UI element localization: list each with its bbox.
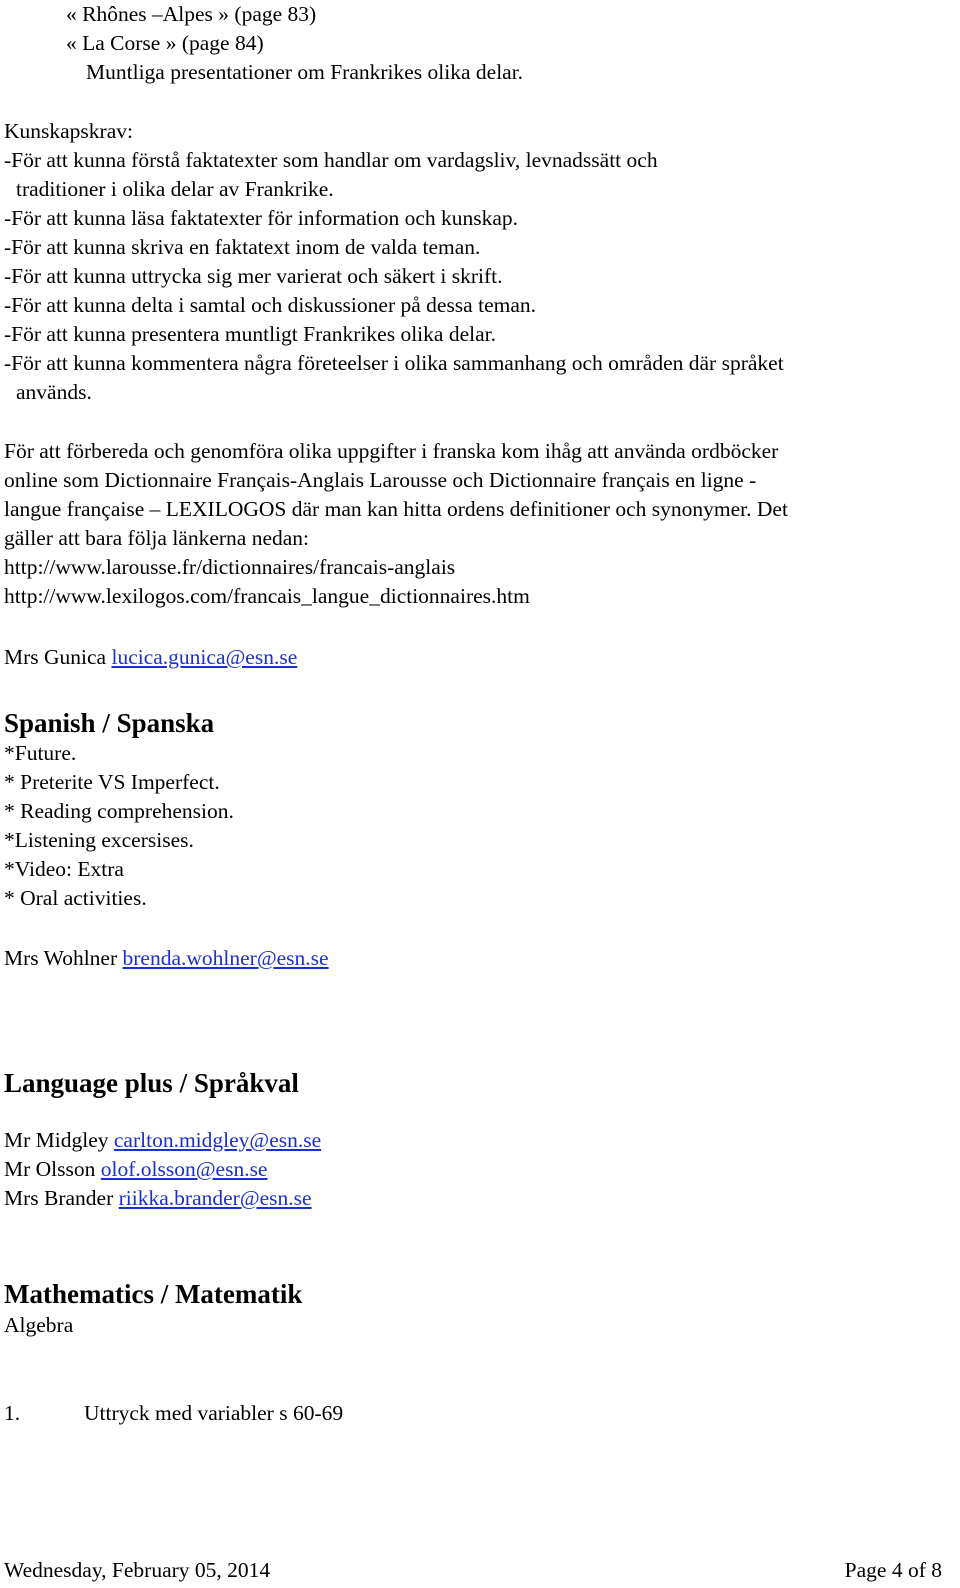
teacher-name: Mr Midgley (4, 1128, 114, 1152)
dictionary-paragraph-line-4: gäller att bara följa länkerna nedan: (4, 526, 310, 550)
lexilogos-url: http://www.lexilogos.com/francais_langue_dictionnaires.htm (4, 584, 530, 608)
footer-page-number: Page 4 of 8 (844, 1558, 942, 1582)
french-teacher-email-link[interactable]: lucica.gunica@esn.se (111, 645, 298, 669)
dictionary-paragraph-line-2: online som Dictionnaire Français-Anglais Larousse och Dictionnaire français en ligne - (4, 468, 757, 492)
language-plus-teacher-midgley (4, 1126, 321, 1154)
teacher-email-link[interactable]: olof.olsson@esn.se (100, 1157, 268, 1181)
spanish-teacher-email-link[interactable]: brenda.wohlner@esn.se (122, 946, 329, 970)
teacher-name: Mr Olsson (4, 1157, 101, 1181)
requirement-7-continued: används. (16, 380, 92, 404)
math-subheading: Algebra (4, 1313, 74, 1337)
language-plus-teacher-olsson (4, 1155, 267, 1183)
spanish-item-future: *Future. (4, 741, 77, 765)
topic-corse: « La Corse » (page 84) (66, 31, 264, 55)
spanish-teacher-contact (4, 944, 329, 972)
spanish-heading: Spanish / Spanska (4, 708, 215, 738)
teacher-email-link[interactable]: riikka.brander@esn.se (118, 1186, 312, 1210)
oral-presentation-line: Muntliga presentationer om Frankrikes olika delar. (86, 60, 524, 84)
requirement-6: -För att kunna presentera muntligt Frankrikes olika delar. (4, 322, 496, 346)
topic-rhone: « Rhônes –Alpes » (page 83) (66, 2, 317, 26)
dictionary-paragraph-line-3: langue française – LEXILOGOS där man kan hitta ordens definitioner och synonymer. Det (4, 497, 788, 521)
french-teacher-contact (4, 643, 297, 671)
spanish-item-preterite: * Preterite VS Imperfect. (4, 770, 220, 794)
requirement-2: -För att kunna läsa faktatexter för information och kunskap. (4, 206, 519, 230)
larousse-url: http://www.larousse.fr/dictionnaires/francais-anglais (4, 555, 456, 579)
spanish-item-reading: * Reading comprehension. (4, 799, 234, 823)
spanish-item-video: *Video: Extra (4, 857, 124, 881)
spanish-item-oral: * Oral activities. (4, 886, 147, 910)
requirement-7: -För att kunna kommentera några företeelser i olika sammanhang och områden där språket (4, 351, 784, 375)
math-list-item (4, 1399, 343, 1427)
language-plus-teacher-brander (4, 1184, 312, 1212)
teacher-email-link[interactable]: carlton.midgley@esn.se (113, 1128, 322, 1152)
math-list-text: Uttryck med variabler s 60-69 (84, 1401, 344, 1425)
requirement-4: -För att kunna uttrycka sig mer varierat och säkert i skrift. (4, 264, 503, 288)
footer-date: Wednesday, February 05, 2014 (4, 1558, 271, 1582)
requirement-3: -För att kunna skriva en faktatext inom de valda teman. (4, 235, 481, 259)
requirement-1: -För att kunna förstå faktatexter som handlar om vardagsliv, levnadssätt och (4, 148, 658, 172)
language-plus-heading: Language plus / Språkval (4, 1068, 299, 1098)
math-heading: Mathematics / Matematik (4, 1279, 303, 1309)
spanish-teacher-name: Mrs Wohlner (4, 946, 123, 970)
requirements-heading: Kunskapskrav: (4, 119, 133, 143)
dictionary-paragraph-line-1: För att förbereda och genomföra olika uppgifter i franska kom ihåg att använda ordböcker (4, 439, 779, 463)
requirement-5: -För att kunna delta i samtal och diskussioner på dessa teman. (4, 293, 536, 317)
teacher-name: Mrs Brander (4, 1186, 119, 1210)
requirement-1-continued: traditioner i olika delar av Frankrike. (16, 177, 334, 201)
french-teacher-name: Mrs Gunica (4, 645, 112, 669)
spanish-item-listening: *Listening excersises. (4, 828, 194, 852)
math-list-number: 1. (4, 1401, 21, 1425)
